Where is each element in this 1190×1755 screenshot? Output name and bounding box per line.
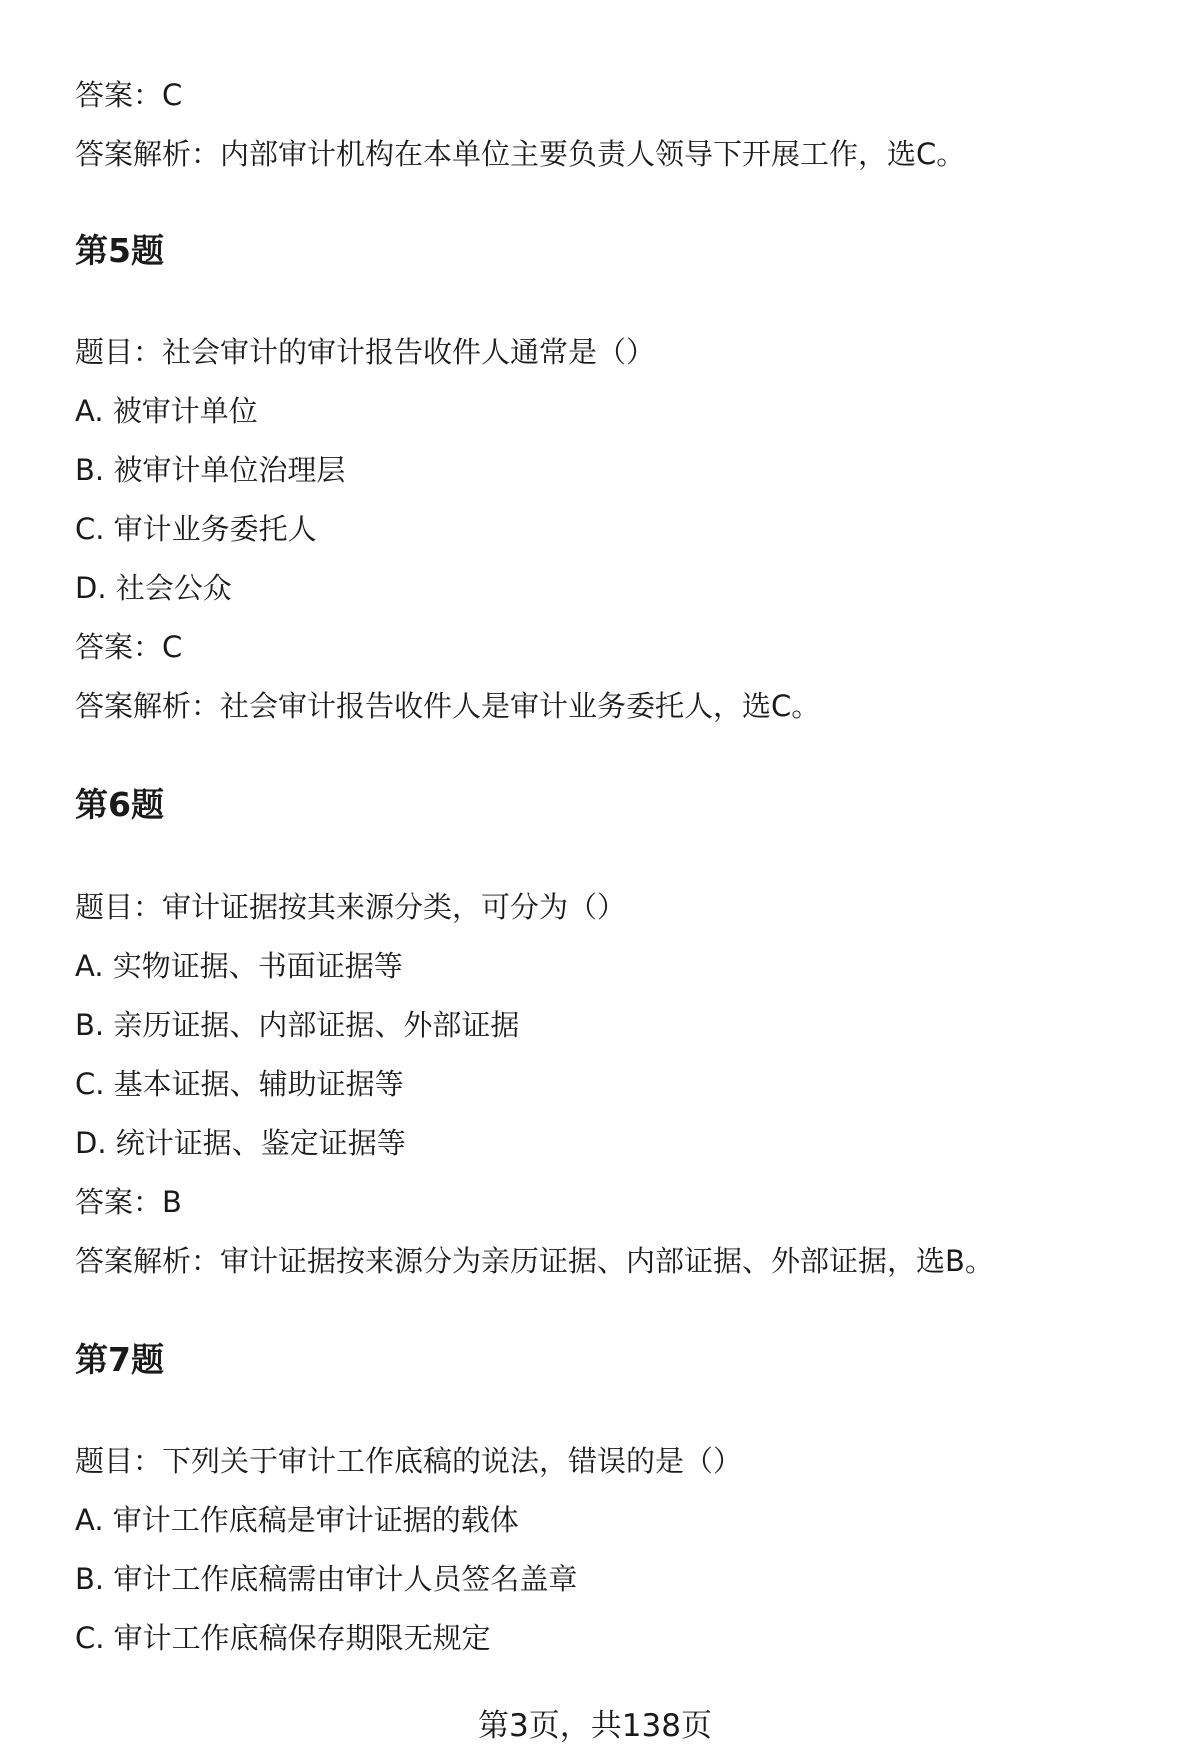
answer-text: 答案：C [75, 630, 183, 664]
option-c: C. 审计业务委托人 [75, 512, 317, 546]
option-b: B. 审计工作底稿需由审计人员签名盖章 [75, 1562, 578, 1596]
question-title: 第7题 [75, 1340, 164, 1379]
answer-analysis: 答案解析：审计证据按来源分为亲历证据、内部证据、外部证据，选B。 [75, 1244, 994, 1278]
question-stem: 题目：社会审计的审计报告收件人通常是（） [75, 335, 656, 369]
option-d: D. 统计证据、鉴定证据等 [75, 1126, 406, 1160]
answer-analysis: 答案解析：社会审计报告收件人是审计业务委托人，选C。 [75, 689, 821, 723]
option-a: A. 被审计单位 [75, 394, 258, 428]
answer-analysis: 答案解析：内部审计机构在本单位主要负责人领导下开展工作，选C。 [75, 137, 966, 171]
option-c: C. 审计工作底稿保存期限无规定 [75, 1621, 491, 1655]
option-a: A. 实物证据、书面证据等 [75, 949, 403, 983]
question-stem: 题目：审计证据按其来源分类，可分为（） [75, 890, 627, 924]
option-b: B. 亲历证据、内部证据、外部证据 [75, 1008, 520, 1042]
question-title: 第6题 [75, 785, 164, 824]
option-c: C. 基本证据、辅助证据等 [75, 1067, 404, 1101]
question-stem: 题目：下列关于审计工作底稿的说法，错误的是（） [75, 1444, 743, 1478]
answer-text: 答案：B [75, 1185, 182, 1219]
question-title: 第5题 [75, 231, 164, 270]
answer-text: 答案：C [75, 78, 183, 112]
option-d: D. 社会公众 [75, 571, 232, 605]
option-b: B. 被审计单位治理层 [75, 453, 346, 487]
option-a: A. 审计工作底稿是审计证据的载体 [75, 1503, 519, 1537]
page-indicator: 第3页，共138页 [478, 1708, 712, 1744]
